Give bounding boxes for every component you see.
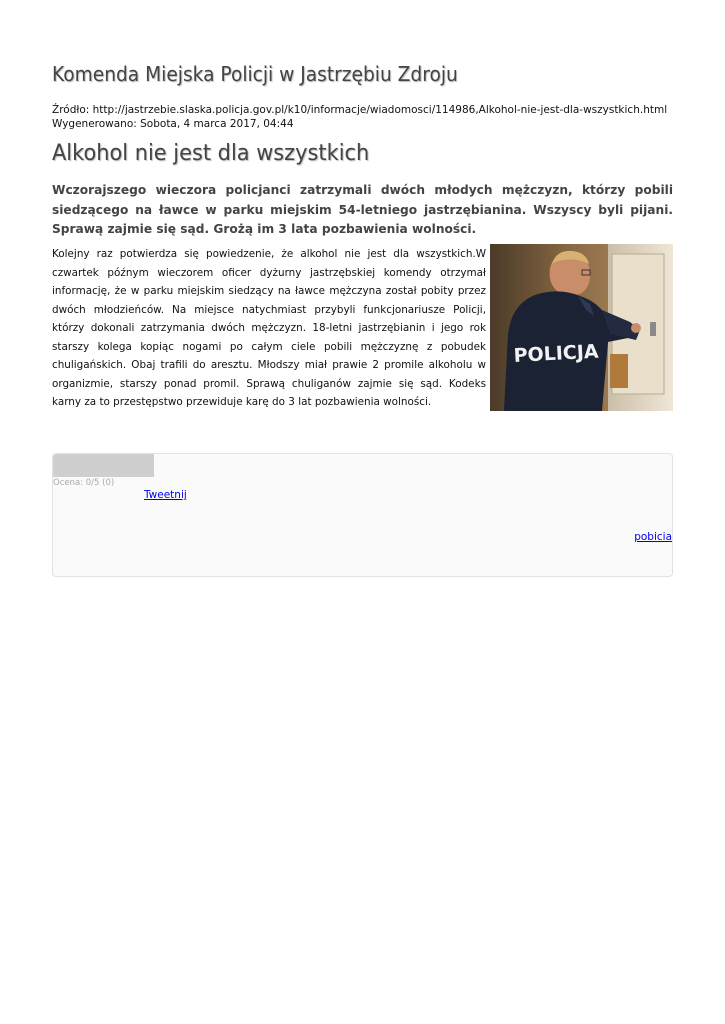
- rating-stars-widget[interactable]: [53, 454, 154, 477]
- document-meta: [52, 103, 673, 131]
- article-body: Kolejny raz potwierdza się powiedzenie, że alkohol nie jest dla wszystkich.W czwartek późnym wieczorem oficer dyżurny jastrzębskiej komendy otrzymał informację, że w parku miejskim siedzący na ławce mężczyna został pobity przez dwóch młodzieńców. Na miejsce natychmiast przybyli funkcjonariusze Policji, którzy dokonali zatrzymania dwóch mężczyzn. 18-letni jastrzębianin i jego rok starszy kolega kopiąc nogami po całym ciele pobili mężczyznę z pobudek chuligańskich. Obaj trafili do aresztu. Młodszy miał prawie 2 promile alkoholu w organizmie, starszy ponad promil. Sprawą chuliganów zajmie się sąd. Kodeks karny za to przestępstwo przewiduje karę do 3 lat pozbawienia wolności.: [52, 248, 486, 408]
- article-photo: [490, 244, 673, 411]
- tweet-link[interactable]: Tweetnij: [144, 489, 187, 501]
- police-officer-image: [490, 244, 673, 411]
- tag-link-pobicia[interactable]: pobicia: [634, 531, 672, 543]
- article-lead: Wczorajszego wieczora policjanci zatrzymali dwóch młodych mężczyzn, którzy pobili siedzącego na ławce w parku miejskim 54-letniego jastrzębianina. Wszyscy byli pijani. Sprawą zajmie się sąd. Grożą im 3 lata pozbawienia wolności.: [52, 183, 673, 236]
- site-title: Komenda Miejska Policji w Jastrzębiu Zdroju: [52, 62, 458, 86]
- photo-jacket-text: POLICJA: [513, 340, 600, 367]
- source-url-line: Źródło: http://jastrzebie.slaska.policja.gov.pl/k10/informacje/wiadomosci/114986,Alkohol-nie-jest-dla-wszystkich.html: [52, 104, 668, 116]
- article-title: Alkohol nie jest dla wszystkich: [52, 141, 370, 166]
- rating-text: Ocena: 0/5 (0): [53, 478, 115, 488]
- generated-date-line: Wygenerowano: Sobota, 4 marca 2017, 04:44: [52, 118, 294, 130]
- article-footer-box: [52, 453, 673, 577]
